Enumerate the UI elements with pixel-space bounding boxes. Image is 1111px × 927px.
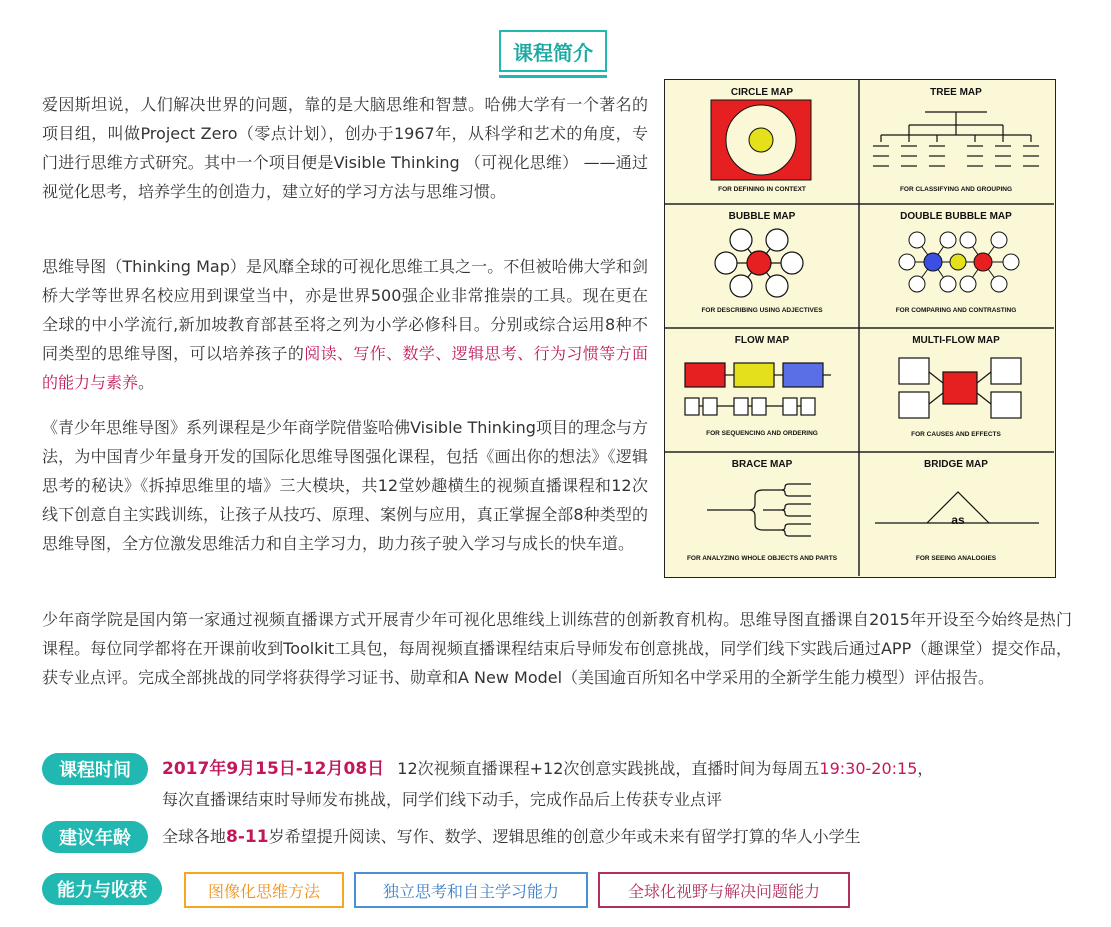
intro-paragraph-2 <box>42 252 648 397</box>
intro-paragraph-1: 爱因斯坦说，人们解决世界的问题，靠的是大脑思维和智慧。哈佛大学有一个著名的项目组，叫做Project Zero（零点计划），创办于1967年，从科学和艺术的角度，专门进行思维方式研究。其中一个项目便是Visible Thinking （可视化思维） ——通过视觉化思考，培养学生的创造力，建立好的学习方法与思维习惯。 <box>42 95 648 201</box>
schedule-label: 课程时间 <box>42 753 148 785</box>
gain-tag-2: 独立思考和自主学习能力 <box>354 872 588 908</box>
schedule-line-1 <box>162 756 933 782</box>
intro-paragraph-2-text: 思维导图（Thinking Map）是风靡全球的可视化思维工具之一。不但被哈佛大学和剑桥大学等世界名校应用到课堂当中，亦是世界500强企业非常推崇的工具。现在更在全球的中小学流行,新加坡教育部甚至将之列为小学必修科目。分别或综合运用8种不同类型的思维导图，可以培养孩子的 <box>42 257 648 363</box>
map-title-bridge: BRIDGE MAP <box>924 459 988 470</box>
map-title-tree: TREE MAP <box>930 87 982 98</box>
map-caption-flow: FOR SEQUENCING AND ORDERING <box>706 430 818 437</box>
map-title-double-bubble: DOUBLE BUBBLE MAP <box>900 211 1012 222</box>
schedule-line-2: 每次直播课结束时导师发布挑战，同学们线下动手，完成作品后上传获专业点评 <box>162 790 723 809</box>
schedule-date: 2017年9月15日-12月08日 <box>162 759 385 779</box>
circle-map-diagram <box>711 100 811 180</box>
gain-tag-1: 图像化思维方法 <box>184 872 344 908</box>
intro-paragraph-4: 少年商学院是国内第一家通过视频直播课方式开展青少年可视化思维线上训练营的创新教育机构。思维导图直播课自2015年开设至今始终是热门课程。每位同学都将在开课前收到Toolkit工具包，每周视频直播课程结束后导师发布创意挑战，同学们线下实践后通过APP（趣课堂）提交作品，获专业点评。完成全部挑战的同学将获得学习证书、勋章和A New Model（美国逾百所知名中学采用的全新学生能力模型）评估报告。 <box>42 610 1072 687</box>
map-caption-circle: FOR DEFINING IN CONTEXT <box>718 186 806 193</box>
map-title-multi-flow: MULTI-FLOW MAP <box>912 335 1000 346</box>
double-bubble-map-diagram <box>899 232 1019 292</box>
brace-map-diagram <box>707 484 811 536</box>
map-title-circle: CIRCLE MAP <box>730 87 794 98</box>
map-title-flow: FLOW MAP <box>734 335 790 346</box>
map-caption-multi-flow: FOR CAUSES AND EFFECTS <box>911 431 1001 438</box>
page-title <box>499 30 607 72</box>
page-title-text: 课程简介 <box>513 40 593 65</box>
schedule-comma: ， <box>917 759 934 778</box>
age-suffix: 岁希望提升阅读、写作、数学、逻辑思维的创意少年或未来有留学打算的华人小学生 <box>268 827 861 846</box>
map-title-bubble: BUBBLE MAP <box>728 211 796 222</box>
intro-paragraph-2-highlight: 阅读、写作、数学、逻辑思考、行为习惯等方面的能力与素养 <box>42 344 648 392</box>
age-label: 建议年龄 <box>42 821 148 853</box>
intro-paragraph-2-end: 。 <box>138 373 155 392</box>
age-range: 8-11 <box>226 827 269 847</box>
map-caption-tree: FOR CLASSIFYING AND GROUPING <box>899 186 1013 193</box>
bubble-map-diagram <box>715 229 803 297</box>
multi-flow-map-diagram <box>899 358 1021 418</box>
map-caption-bridge: FOR SEEING ANALOGIES <box>915 555 997 562</box>
gain-tag-3: 全球化视野与解决问题能力 <box>598 872 850 908</box>
age-prefix: 全球各地 <box>162 827 227 846</box>
map-title-brace: BRACE MAP <box>731 459 793 470</box>
tree-map-diagram <box>873 112 1039 166</box>
age-description <box>162 824 861 850</box>
thinking-maps-figure <box>664 79 1056 578</box>
flow-map-diagram <box>685 363 831 415</box>
schedule-time: 19:30-20:15 <box>819 759 918 778</box>
map-caption-brace: FOR ANALYZING WHOLE OBJECTS AND PARTS <box>686 555 838 562</box>
map-caption-bubble: FOR DESCRIBING USING ADJECTIVES <box>701 307 823 314</box>
intro-paragraph-3: 《青少年思维导图》系列课程是少年商学院借鉴哈佛Visible Thinking项目的理念与方法，为中国青少年量身开发的国际化思维导图强化课程，包括《画出你的想法》《逻辑思考的秘诀》《拆掉思维里的墙》三大模块，共12堂妙趣横生的视频直播课程和12次线下创意自主实践训练，让孩子从技巧、原理、案例与应用，真正掌握全部8种类型的思维导图，全方位激发思维活力和自主学习力，助力孩子驶入学习与成长的快车道。 <box>42 418 648 553</box>
schedule-description: 12次视频直播课程+12次创意实践挑战，直播时间为每周五 <box>397 759 820 778</box>
map-caption-double-bubble: FOR COMPARING AND CONTRASTING <box>895 307 1017 314</box>
bridge-map-as-label: as <box>951 513 965 527</box>
gains-label: 能力与收获 <box>42 873 162 905</box>
